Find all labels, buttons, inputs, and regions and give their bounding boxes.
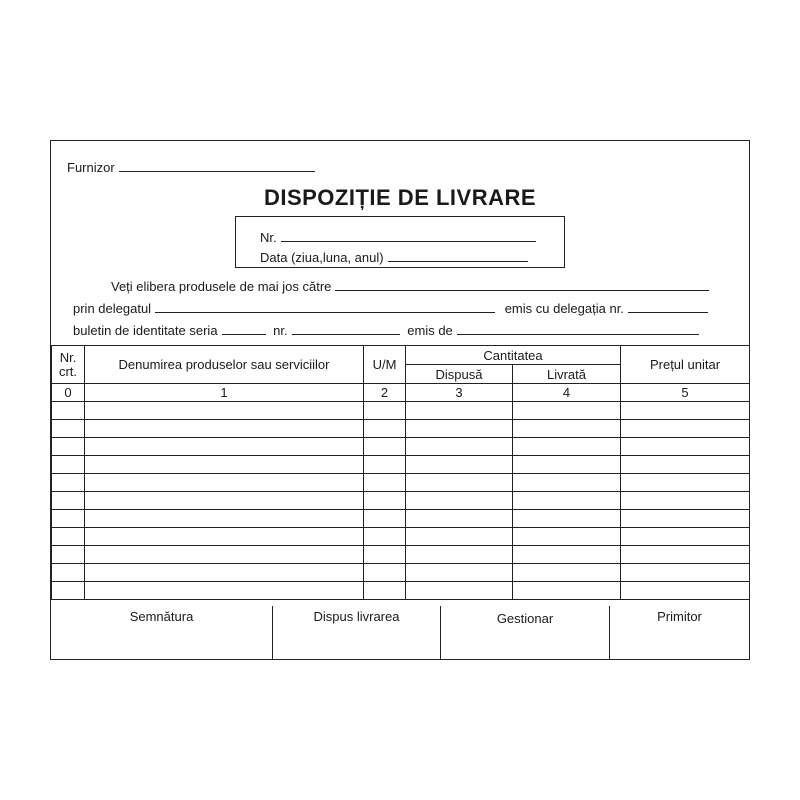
id-row <box>73 323 699 338</box>
furnizor-field[interactable] <box>119 160 315 172</box>
table-cell[interactable] <box>85 474 364 492</box>
table-cell[interactable] <box>85 420 364 438</box>
date-label: Data (ziua,luna, anul) <box>260 250 384 265</box>
primitor-cell[interactable] <box>610 606 749 659</box>
table-cell[interactable] <box>85 564 364 582</box>
table-cell[interactable] <box>406 420 513 438</box>
table-cell[interactable] <box>513 474 621 492</box>
table-cell[interactable] <box>513 546 621 564</box>
table-row <box>52 492 750 510</box>
table-row <box>52 546 750 564</box>
table-cell[interactable] <box>621 564 750 582</box>
id-nr-field[interactable] <box>292 323 400 335</box>
table-cell[interactable] <box>364 564 406 582</box>
table-cell[interactable] <box>406 528 513 546</box>
table-cell[interactable] <box>85 456 364 474</box>
id-series-field[interactable] <box>222 323 266 335</box>
table-cell[interactable] <box>406 582 513 600</box>
recipient-label: Veți elibera produsele de mai jos către <box>111 279 332 294</box>
index-cell: 1 <box>85 384 364 402</box>
table-cell[interactable] <box>52 456 85 474</box>
table-cell[interactable] <box>513 456 621 474</box>
table-cell[interactable] <box>513 492 621 510</box>
table-cell[interactable] <box>513 438 621 456</box>
table-cell[interactable] <box>52 474 85 492</box>
table-row <box>52 528 750 546</box>
table-cell[interactable] <box>364 438 406 456</box>
date-row <box>260 250 528 265</box>
table-row <box>52 438 750 456</box>
table-cell[interactable] <box>621 474 750 492</box>
table-cell[interactable] <box>364 582 406 600</box>
table-row <box>52 456 750 474</box>
table-cell[interactable] <box>406 402 513 420</box>
signature-row <box>51 606 749 659</box>
table-cell[interactable] <box>621 402 750 420</box>
signature-label: Semnătura <box>129 609 194 624</box>
index-row <box>52 384 750 402</box>
table-row <box>52 420 750 438</box>
id-issuer-label: emis de <box>407 323 453 338</box>
table-cell[interactable] <box>406 510 513 528</box>
empty-rows <box>52 402 750 600</box>
table-cell[interactable] <box>52 510 85 528</box>
table-cell[interactable] <box>85 582 364 600</box>
primitor-label: Primitor <box>657 609 702 624</box>
table-cell[interactable] <box>85 546 364 564</box>
table-row <box>52 474 750 492</box>
table-cell[interactable] <box>52 546 85 564</box>
delegate-field[interactable] <box>155 301 495 313</box>
gestionar-label: Gestionar <box>496 611 554 626</box>
table-cell[interactable] <box>52 420 85 438</box>
id-series-label: buletin de identitate seria <box>73 323 218 338</box>
delegation-field[interactable] <box>628 301 708 313</box>
table-cell[interactable] <box>52 528 85 546</box>
delegation-label: emis cu delegația nr. <box>504 301 624 316</box>
table-cell[interactable] <box>513 510 621 528</box>
table-cell[interactable] <box>85 438 364 456</box>
table-cell[interactable] <box>621 546 750 564</box>
dispus-label: Dispus livrarea <box>313 609 400 624</box>
table-cell[interactable] <box>364 456 406 474</box>
table-cell[interactable] <box>621 510 750 528</box>
table-cell[interactable] <box>52 582 85 600</box>
furnizor-row <box>67 160 315 175</box>
nr-label: Nr. <box>260 230 277 245</box>
table-cell[interactable] <box>52 492 85 510</box>
recipient-row <box>111 279 709 294</box>
table-cell[interactable] <box>364 474 406 492</box>
header-nr: Nr. <box>59 349 77 365</box>
table-cell[interactable] <box>364 420 406 438</box>
number-date-box <box>235 216 565 268</box>
header-livrata: Livrată <box>513 365 621 384</box>
recipient-field[interactable] <box>335 279 709 291</box>
table-cell[interactable] <box>621 582 750 600</box>
header-crt: crt. <box>58 363 78 379</box>
header-um: U/M <box>364 346 406 384</box>
table-row <box>52 402 750 420</box>
table-cell[interactable] <box>52 438 85 456</box>
index-cell: 2 <box>364 384 406 402</box>
index-cell: 0 <box>52 384 85 402</box>
table-cell[interactable] <box>364 402 406 420</box>
table-cell[interactable] <box>406 546 513 564</box>
id-nr-label: nr. <box>273 323 288 338</box>
table-cell[interactable] <box>364 510 406 528</box>
table-cell[interactable] <box>513 420 621 438</box>
table-row <box>52 582 750 600</box>
table-cell[interactable] <box>52 564 85 582</box>
header-dispusa: Dispusă <box>406 365 513 384</box>
delivery-form <box>50 140 750 660</box>
table-cell[interactable] <box>621 456 750 474</box>
table-cell[interactable] <box>513 582 621 600</box>
header-nr-crt <box>52 346 85 384</box>
table-cell[interactable] <box>513 528 621 546</box>
date-field[interactable] <box>388 250 528 262</box>
table-cell[interactable] <box>513 402 621 420</box>
table-cell[interactable] <box>406 474 513 492</box>
products-table <box>51 345 750 600</box>
table-cell[interactable] <box>406 456 513 474</box>
index-cell: 5 <box>621 384 750 402</box>
signature-cell[interactable] <box>51 606 273 659</box>
nr-row <box>260 230 536 245</box>
gestionar-cell[interactable] <box>441 606 610 659</box>
table-cell[interactable] <box>85 510 364 528</box>
dispus-cell[interactable] <box>273 606 441 659</box>
table-cell[interactable] <box>52 402 85 420</box>
table-cell[interactable] <box>85 528 364 546</box>
delegate-row <box>73 301 708 316</box>
header-denumire: Denumirea produselor sau serviciilor <box>85 346 364 384</box>
table-cell[interactable] <box>621 438 750 456</box>
index-cell: 3 <box>406 384 513 402</box>
header-cantitatea: Cantitatea <box>406 346 621 365</box>
nr-field[interactable] <box>281 230 536 242</box>
table-cell[interactable] <box>364 492 406 510</box>
table-cell[interactable] <box>513 564 621 582</box>
table-cell[interactable] <box>406 564 513 582</box>
header-pret: Prețul unitar <box>621 346 750 384</box>
delegate-label: prin delegatul <box>73 301 152 316</box>
table-cell[interactable] <box>364 528 406 546</box>
table-cell[interactable] <box>364 546 406 564</box>
table-row <box>52 564 750 582</box>
table-cell[interactable] <box>406 492 513 510</box>
table-cell[interactable] <box>85 492 364 510</box>
form-title: DISPOZIȚIE DE LIVRARE <box>263 185 537 210</box>
table-cell[interactable] <box>621 528 750 546</box>
index-cell: 4 <box>513 384 621 402</box>
furnizor-label: Furnizor <box>67 160 115 175</box>
id-issuer-field[interactable] <box>457 323 699 335</box>
table-cell[interactable] <box>85 402 364 420</box>
table-cell[interactable] <box>621 492 750 510</box>
table-cell[interactable] <box>406 438 513 456</box>
table-row <box>52 510 750 528</box>
table-cell[interactable] <box>621 420 750 438</box>
